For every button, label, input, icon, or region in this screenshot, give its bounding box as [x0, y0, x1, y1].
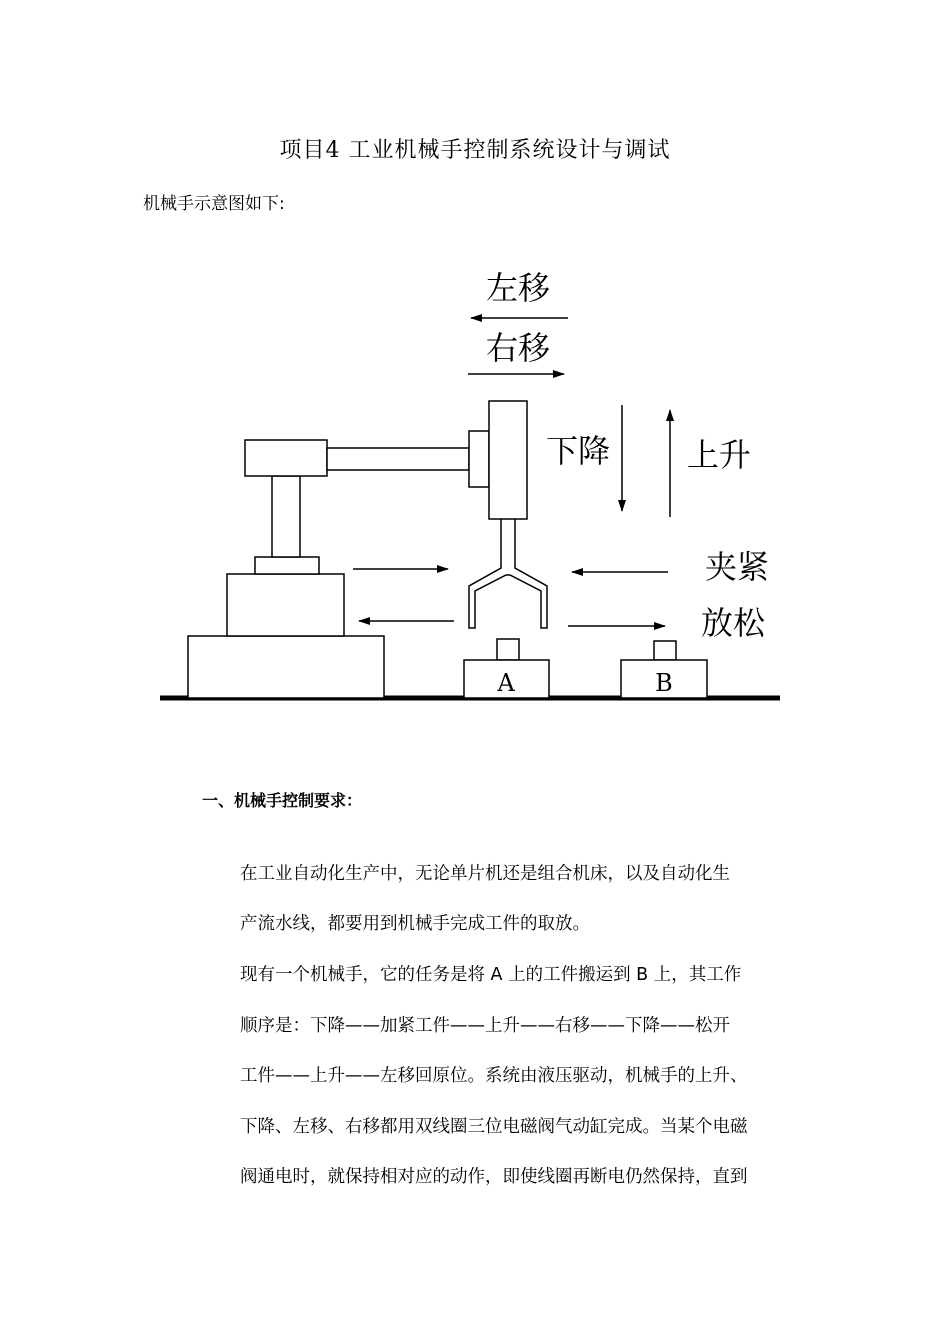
label-right-move: 右移 [485, 329, 551, 367]
robot-body [227, 574, 344, 636]
document-title: 项目4 工业机械手控制系统设计与调试 [279, 138, 671, 163]
label-left-move: 左移 [485, 269, 551, 307]
vertical-cylinder [489, 401, 527, 519]
gripper [469, 519, 547, 628]
shoulder-block [245, 440, 327, 476]
label-clamp: 夹紧 [705, 548, 770, 586]
paragraph-line: 下降、左移、右移都用双线圈三位电磁阀气动缸完成。当某个电磁 [240, 1117, 748, 1137]
robot-column [272, 476, 300, 557]
paragraph-line: 顺序是：下降——加紧工件——上升——右移——下降——松开 [240, 1016, 730, 1036]
paragraph-line: 工件——上升——左移回原位。系统由液压驱动，机械手的上升、 [240, 1066, 748, 1086]
station-b-label: B [655, 669, 673, 697]
label-up: 上升 [687, 436, 752, 474]
horizontal-arm [327, 448, 469, 470]
diagram-intro: 机械手示意图如下: [143, 194, 285, 214]
arm-connector [469, 431, 489, 487]
workpiece-a [497, 639, 519, 660]
section-heading: 一、机械手控制要求： [202, 791, 363, 810]
paragraph-line: 现有一个机械手，它的任务是将 A 上的工件搬运到 B 上，其工作 [240, 965, 742, 985]
label-down: 下降 [546, 432, 611, 470]
robot-neck [255, 557, 319, 574]
paragraph-line: 阀通电时，就保持相对应的动作，即使线圈再断电仍然保持，直到 [240, 1167, 748, 1187]
paragraph-line: 产流水线，都要用到机械手完成工件的取放。 [240, 914, 590, 934]
workpiece-b [654, 641, 676, 660]
paragraph-line: 在工业自动化生产中，无论单片机还是组合机床，以及自动化生 [240, 864, 730, 884]
label-release: 放松 [701, 604, 766, 642]
station-a-label: A [497, 669, 515, 697]
robot-base [188, 636, 384, 698]
robot-arm-diagram [150, 255, 800, 715]
